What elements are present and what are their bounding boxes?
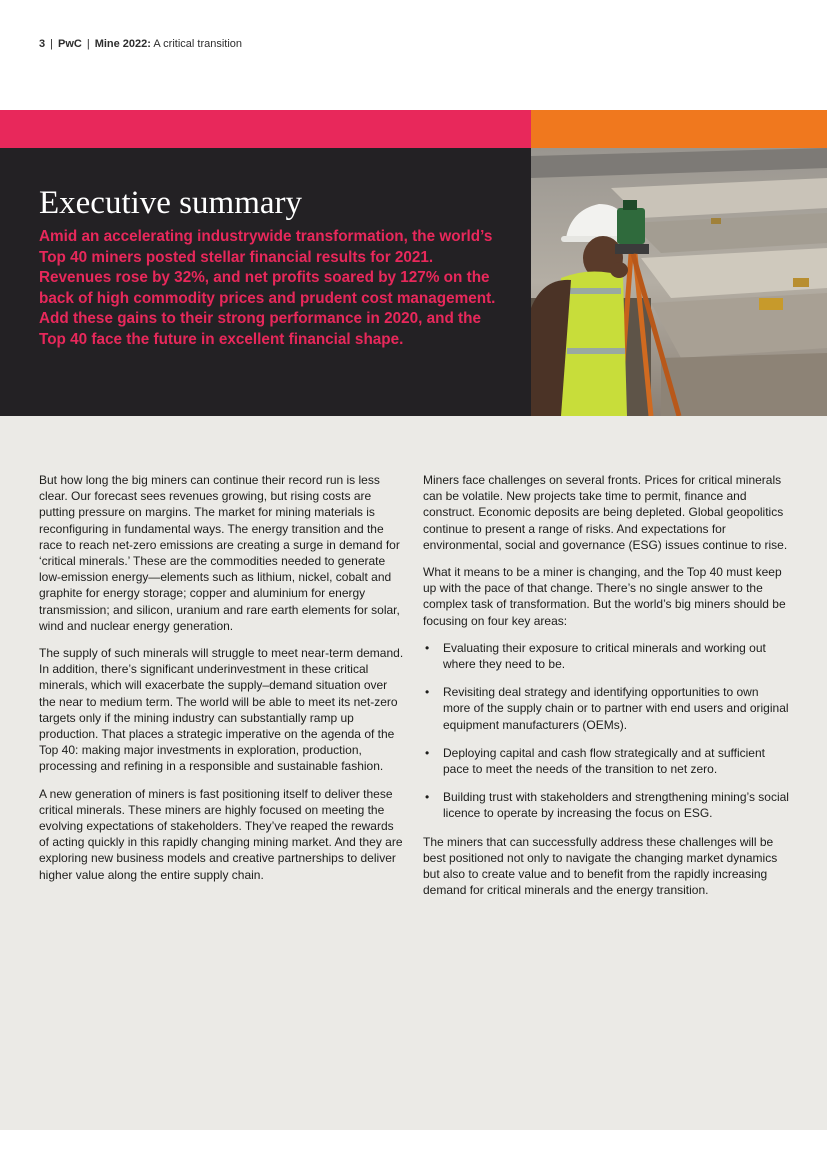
body-paragraph: Miners face challenges on several fronts. Prices for critical minerals can be volatile. New projects take time to permit, finance and construct. Economic deposits are being depleted. Global geopolitics continue to present a range of risks. And expectations for environmental, social and governance (ESG) issues continue to rise. (423, 473, 788, 552)
list-item (423, 745, 789, 777)
list-item-text: Building trust with stakeholders and strengthening mining’s social licence to operate by increasing the focus on ESG. (443, 790, 789, 821)
header-separator: | (86, 38, 90, 50)
body-paragraph: What it means to be a miner is changing, and the Top 40 must keep up with the pace of that change. There’s no single answer to the complex task of transformation. But the world’s big miners should be focusing on four key areas: (423, 565, 786, 628)
list-item (423, 789, 789, 821)
page-title: Executive summary (39, 185, 303, 221)
list-item (423, 684, 789, 733)
list-item (423, 640, 789, 672)
list-item-text: Evaluating their exposure to critical minerals and working out where they need to be. (443, 640, 766, 672)
lead-paragraph: Amid an accelerating industrywide transformation, the world’s Top 40 miners posted stellar financial results for 2021. Revenues rose by 32%, and net profits soared by 127% on the back of high commodity prices and prudent cost management. Add these gains to their strong performance in 2020, and the Top 40 face the future in excellent financial shape. (39, 228, 496, 348)
publication-subtitle: A critical transition (153, 38, 243, 50)
page-number: 3 (39, 38, 46, 50)
header-separator: | (50, 38, 53, 50)
bullet-icon: • (425, 685, 430, 700)
bullet-icon: • (425, 640, 430, 655)
bullet-icon: • (425, 745, 430, 760)
brand-name: PwC (57, 38, 82, 50)
left-column (39, 472, 405, 894)
bullet-icon: • (425, 790, 430, 805)
body-paragraph: The supply of such minerals will struggle to meet near-term demand. In addition, there’s significant underinvestment in these critical minerals, which will exacerbate the supply–demand situation over the near to medium term. The world will be able to meet its net-zero targets only if the mining industry can substantially ramp up production. That places a strategic imperative on the agenda of the Top 40: making major investments in exploration, production, processing and refining in a responsible and sustainable fashion. (39, 646, 404, 774)
body-paragraph: The miners that can successfully address these challenges will be best positioned not only to navigate the changing market dynamics but also to create value and to benefit from the rapidly increasing demand for critical minerals and the energy transition. (423, 834, 778, 898)
mining-surveyor-photo (531, 148, 827, 416)
list-item-text: Deploying capital and cash flow strategically and at sufficient pace to meet the needs of the transition to net zero. (443, 745, 765, 777)
list-item-text: Revisiting deal strategy and identifying opportunities to own more of the supply chain or to partner with end users and original equipment manufacturers (OEMs). (443, 685, 789, 732)
pink-accent-stripe (0, 110, 531, 148)
orange-accent-stripe (531, 110, 827, 148)
publication-name: Mine 2022: (94, 38, 151, 50)
right-column (423, 472, 789, 909)
body-paragraph: But how long the big miners can continue their record run is less clear. Our forecast sees revenues growing, but rising costs are putting pressure on margins. The market for mining materials is reconfiguring in fundamental ways. The energy transition and the race to reach net-zero emissions are creating a surge in demand for ‘critical minerals.’ These are the commodities needed to generate low-emission energy—elements such as lithium, nickel, cobalt and graphite for energy storage; copper and aluminium for energy transmission; and silicon, uranium and rare earth elements for solar, wind and nuclear energy generation. (39, 473, 400, 633)
running-header (39, 37, 242, 51)
key-areas-list (423, 640, 789, 822)
body-paragraph: A new generation of miners is fast positioning itself to deliver these critical minerals. These miners are highly focused on meeting the evolving expectations of stakeholders. They’ve reaped the rewards of acting quickly in this rapidly changing mining market. And they are exploring new business models and creative partnerships to deliver higher value along the entire supply chain. (39, 786, 403, 882)
